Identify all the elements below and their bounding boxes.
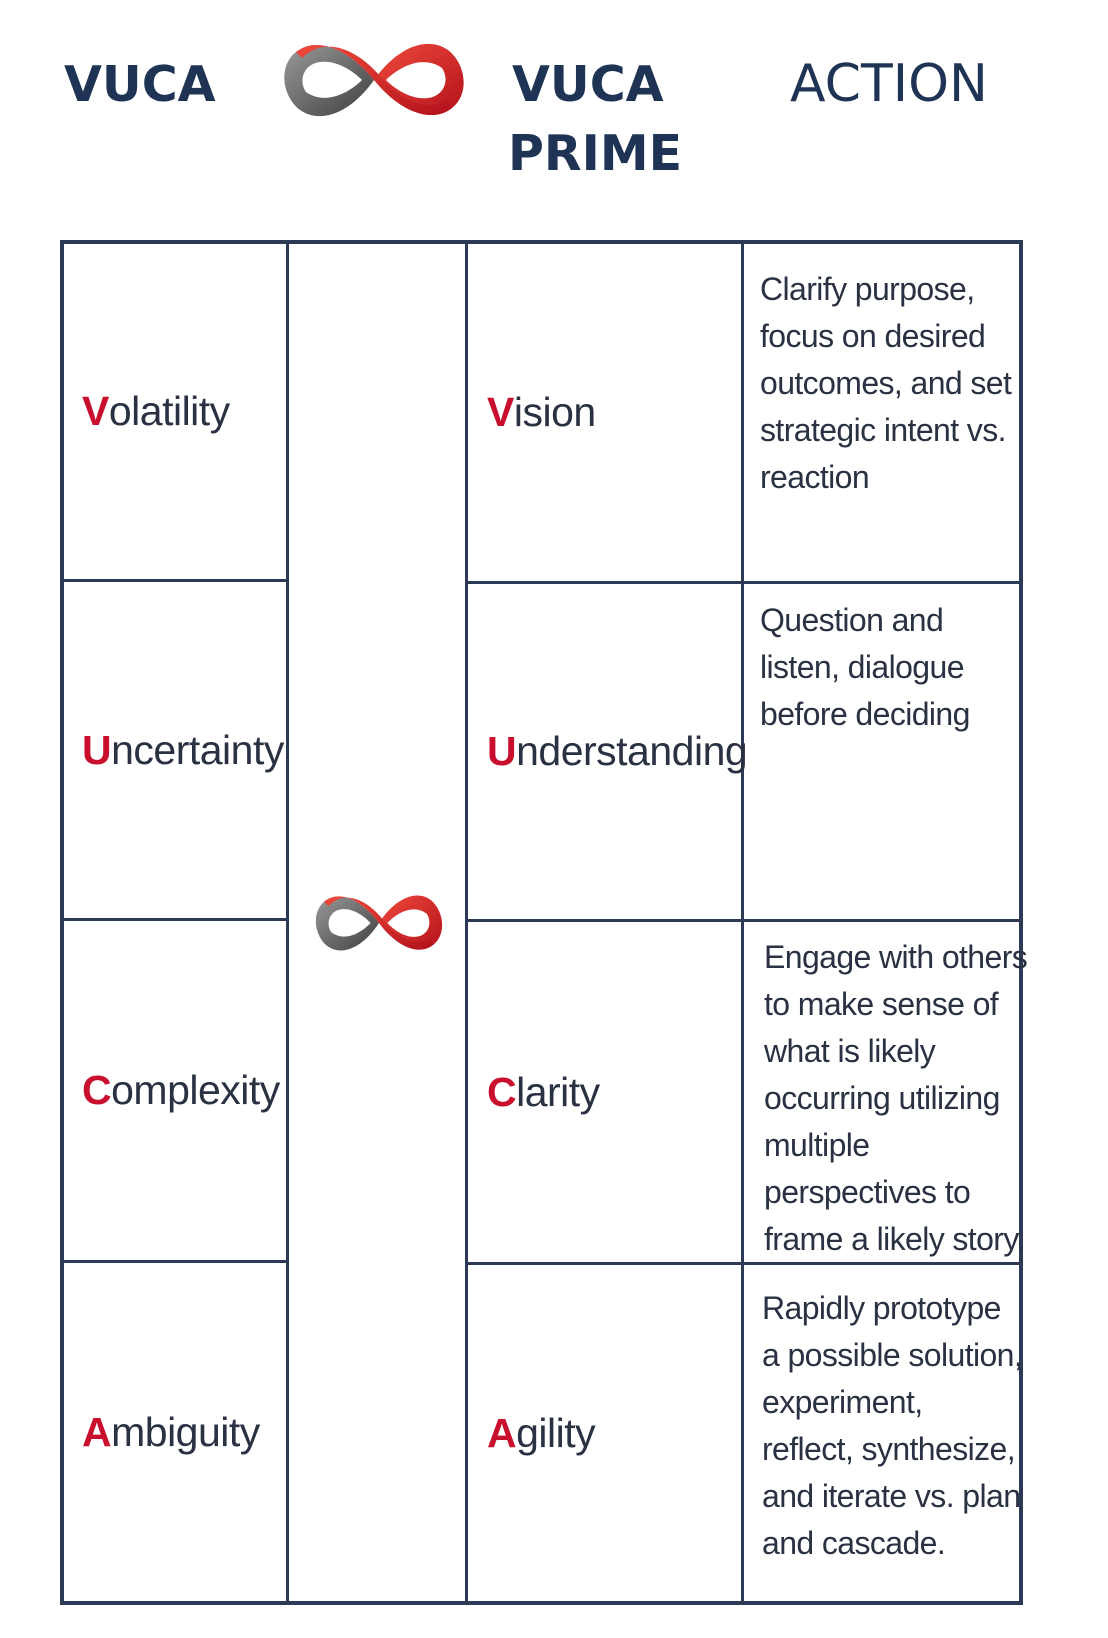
vuca-prime-cell-agility <box>487 1265 741 1601</box>
action-text-agility: Rapidly prototype a possible solution, experiment, reflect, synthesize, and iterate vs. plan and cascade. <box>762 1290 1023 1561</box>
vuca-heading: VUCA <box>64 56 216 113</box>
vuca-prime-cell-vision <box>487 244 741 581</box>
vuca-term: Ambiguity <box>82 1408 260 1455</box>
vuca-term: Complexity <box>82 1067 280 1113</box>
infinity-ribbon-icon <box>310 885 448 961</box>
table-border-left <box>60 240 64 1605</box>
table-border-bottom <box>60 1601 1023 1605</box>
column-divider-2 <box>465 240 468 1605</box>
vuca-prime-term: Understanding <box>487 728 748 774</box>
action-text-understanding: Question and listen, dialogue before deciding <box>760 602 970 732</box>
vuca-prime-line1: VUCA <box>512 56 664 113</box>
vuca-prime-term: Agility <box>487 1409 596 1456</box>
vuca-prime-cell-understanding <box>487 584 748 919</box>
vuca-cell-complexity <box>82 921 286 1260</box>
column-divider-3 <box>741 240 744 1605</box>
vuca-prime-term: Clarity <box>487 1068 600 1115</box>
column-divider-1 <box>286 240 289 1605</box>
vuca-cell-uncertainty <box>82 582 286 918</box>
vuca-term: Volatility <box>82 388 230 434</box>
action-heading: ACTION <box>790 54 988 114</box>
vuca-prime-term: Vision <box>487 389 596 435</box>
vuca-prime-line2: PRIME <box>508 125 683 182</box>
vuca-prime-cell-clarity <box>487 922 741 1262</box>
vuca-cell-volatility <box>82 244 286 579</box>
action-text-clarity: Engage with others to make sense of what is likely occurring utilizing multiple perspectives to frame a likely story. <box>764 939 1028 1257</box>
vuca-term: Uncertainty <box>82 726 284 773</box>
action-text-vision: Clarify purpose, focus on desired outcomes, and set strategic intent vs. reaction <box>760 271 1012 495</box>
vuca-cell-ambiguity <box>82 1263 286 1601</box>
